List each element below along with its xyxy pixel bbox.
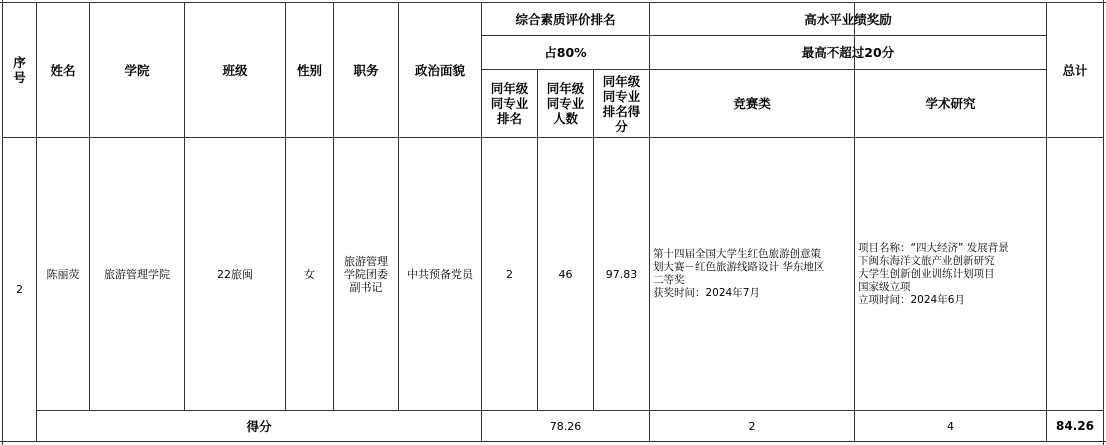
header-total: 总计 [1062, 62, 1088, 78]
score-total[interactable]: 84.26 [1056, 418, 1094, 433]
score-research[interactable]: 4 [947, 419, 954, 433]
header-comprehensive-weight: 占80% [544, 45, 587, 60]
header-name: 姓名 [50, 62, 76, 78]
cell-rank[interactable]: 2 [506, 267, 513, 281]
cell-political[interactable]: 中共预备党员 [407, 267, 473, 281]
cell-position[interactable]: 旅游管理 学院团委 副书记 [344, 254, 388, 294]
header-gender: 性别 [296, 62, 322, 78]
header-college: 学院 [124, 62, 150, 78]
cell-total[interactable] [1047, 138, 1103, 410]
score-competition[interactable]: 2 [748, 419, 756, 433]
header-award-group: 高水平业绩奖励 [804, 11, 892, 27]
header-comprehensive-group: 综合素质评价排名 [515, 11, 616, 27]
header-position: 职务 [353, 62, 379, 78]
header-seq: 序 号 [13, 55, 26, 85]
cell-name[interactable]: 陈丽荧 [46, 267, 80, 281]
cell-gender[interactable]: 女 [304, 267, 315, 281]
header-rank: 同年级 同专业 排名 [490, 81, 529, 126]
header-class: 班级 [222, 62, 248, 78]
header-political: 政治面貌 [414, 62, 465, 78]
header-count: 同年级 同专业 人数 [546, 81, 585, 126]
cell-rank-score[interactable]: 97.83 [605, 267, 638, 281]
header-research: 学术研究 [925, 96, 976, 111]
score-label[interactable]: 得分 [246, 418, 272, 434]
cell-research[interactable]: 项目名称：“四大经济” 发展背景 下闽东海洋文旅产业创新研究 大学生创新创业训练计划项目 国家级立项 立项时间：2024年6月 [858, 241, 1009, 306]
cell-competition[interactable]: 第十四届全国大学生红色旅游创意策 划大赛－红色旅游线路设计 华东地区 二等奖 获奖时间：2024年7月 [653, 248, 825, 299]
cell-class[interactable]: 22旅闽 [217, 267, 253, 281]
score-comprehensive[interactable]: 78.26 [549, 419, 582, 433]
header-competition: 竞赛类 [733, 96, 771, 111]
cell-college[interactable]: 旅游管理学院 [104, 267, 170, 281]
header-award-limit: 最高不超过20分 [801, 45, 895, 60]
cell-seq[interactable]: 2 [16, 283, 23, 296]
header-rank-score: 同年级 同专业 排名得 分 [602, 73, 641, 134]
cell-count[interactable]: 46 [558, 267, 573, 281]
